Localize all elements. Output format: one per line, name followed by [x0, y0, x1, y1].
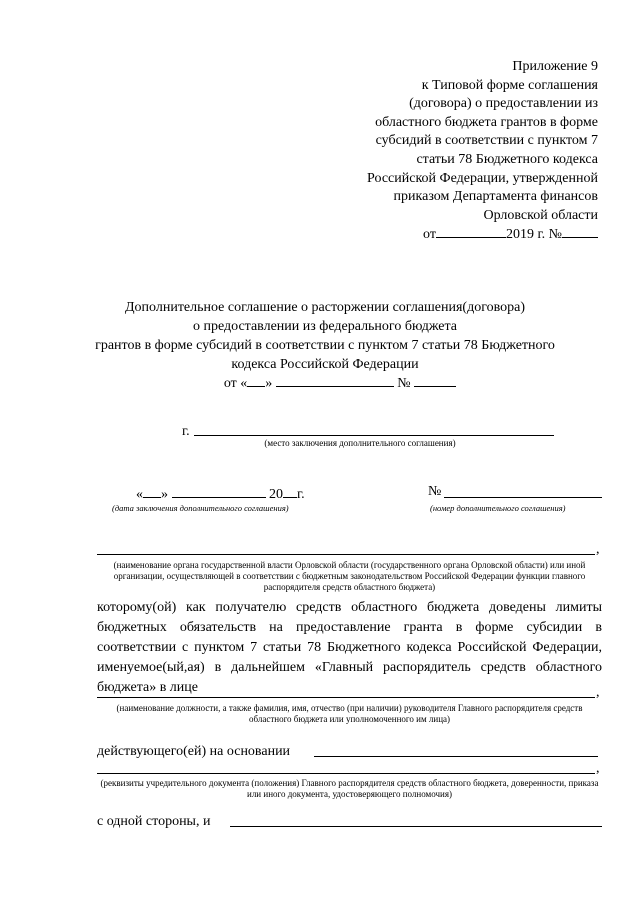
title-month-blank[interactable] — [276, 374, 394, 387]
one-side-label: с одной стороны, и — [97, 814, 211, 829]
title-line: Дополнительное соглашение о расторжении соглашения(договора) — [124, 300, 526, 315]
agreement-year-suffix: г. — [297, 487, 305, 502]
appendix-line: областного бюджета грантов в форме — [375, 114, 598, 130]
agreement-date-open: « — [136, 487, 143, 502]
body-paragraph: которому(ой) как получателю средств областного бюджета доведены лимиты бюджетных обязательств на предоставление гранта в форме субсидии в соответствии с пунктом 7 статьи 78 Бюджетного кодекса Российской Федерации, именуемое(ый,ая) в дальнейшем «Главный распорядитель средств областного бюджета» в лице — [97, 600, 602, 695]
org-caption: (наименование органа государственной власти Орловской области (государственного органа Орловской области) или иной организации, осуществляющей в соответствии с бюджетным законодательством Российской Федерации функции главного распорядителя средств областного бюджета) — [113, 560, 586, 592]
title-number-sign: № — [397, 376, 411, 391]
person-blank[interactable] — [97, 697, 595, 698]
title-line: о предоставлении из федерального бюджета — [192, 319, 458, 334]
agreement-number-blank[interactable] — [444, 497, 602, 498]
appendix-date — [278, 225, 598, 245]
basis-caption: (реквизиты учредительного документа (положения) Главного распорядителя средств областного бюджета, доверенности, приказа или иного документа, удостоверяющего полномочия) — [100, 778, 599, 799]
org-comma: , — [596, 542, 600, 557]
title-number-blank[interactable] — [414, 374, 456, 387]
document-title — [95, 298, 555, 393]
appendix-line: (договора) о предоставлении из — [409, 96, 598, 112]
title-date-prefix: от « — [223, 376, 248, 391]
agreement-date — [136, 485, 305, 505]
appendix-date-prefix: от — [423, 227, 436, 243]
agreement-month-blank[interactable] — [172, 485, 266, 498]
appendix-date-blank[interactable] — [436, 225, 506, 238]
one-side-blank[interactable] — [230, 826, 602, 827]
title-line: кодекса Российской Федерации — [231, 357, 419, 372]
title-line: грантов в форме субсидий в соответствии с пунктом 7 статьи 78 Бюджетного — [95, 338, 555, 353]
basis-comma: , — [596, 761, 600, 776]
agreement-number-caption: (номер дополнительного соглашения) — [430, 503, 566, 513]
appendix-line: приказом Департамента финансов — [393, 189, 598, 205]
appendix-number-blank[interactable] — [562, 225, 598, 238]
title-date-mid: » — [265, 376, 273, 391]
basis-blank[interactable] — [314, 756, 598, 757]
place-prefix: г. — [182, 424, 190, 439]
agreement-date-caption: (дата заключения дополнительного соглашения) — [112, 503, 289, 513]
place-caption: (место заключения дополнительного соглашения) — [264, 438, 456, 448]
basis-label: действующего(ей) на основании — [97, 744, 291, 759]
org-blank[interactable] — [97, 554, 595, 555]
appendix-line: Орловской области — [483, 207, 598, 223]
title-date — [95, 374, 555, 393]
appendix-header — [278, 58, 598, 245]
person-comma: , — [596, 685, 600, 700]
title-day-blank[interactable] — [247, 374, 265, 387]
agreement-day-blank[interactable] — [143, 485, 161, 498]
appendix-line: статьи 78 Бюджетного кодекса — [416, 151, 598, 167]
place-blank[interactable] — [194, 435, 554, 436]
agreement-year-prefix: 20 — [269, 487, 283, 502]
basis-blank-2[interactable] — [97, 773, 595, 774]
appendix-line: к Типовой форме соглашения — [421, 77, 598, 93]
appendix-line: Приложение 9 — [512, 59, 598, 74]
person-caption: (наименование должности, а также фамилия, имя, отчество (при наличии) руководителя Главного распорядителя средств областного бюджета или уполномоченного им лица) — [116, 703, 583, 724]
agreement-number-sign: № — [428, 484, 442, 499]
agreement-year-blank[interactable] — [283, 485, 297, 498]
appendix-line: субсидий в соответствии с пунктом 7 — [375, 133, 598, 149]
appendix-date-suffix: 2019 г. № — [505, 227, 562, 243]
appendix-line: Российской Федерации, утвержденной — [367, 170, 598, 186]
agreement-date-close: » — [161, 487, 168, 502]
